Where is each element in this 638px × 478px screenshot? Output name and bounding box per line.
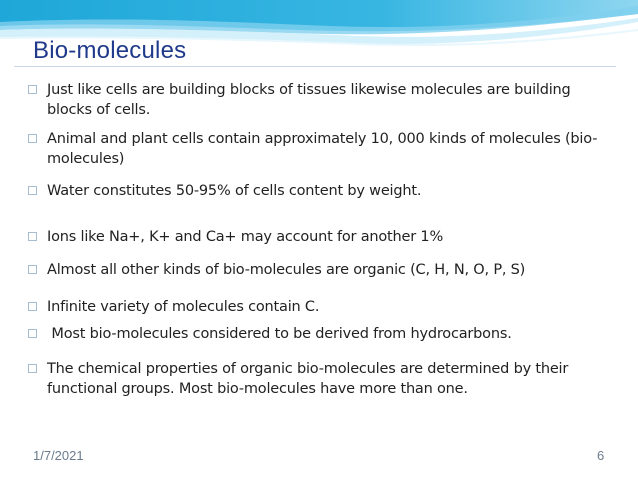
bullet-marker-icon <box>28 134 37 143</box>
bullet-item <box>28 129 607 169</box>
bullet-item <box>28 359 607 399</box>
bullet-item <box>28 181 607 201</box>
bullet-item <box>28 297 607 317</box>
bullet-text: Almost all other kinds of bio-molecules are organic (C, H, N, O, P, S) <box>47 262 526 278</box>
bullet-item <box>28 260 607 280</box>
bullet-item <box>28 227 607 247</box>
page-number: 6 <box>597 448 605 463</box>
title-divider <box>14 66 616 67</box>
bullet-text: The chemical properties of organic bio-molecules are determined by their functional groups. Most bio-molecules have more than one. <box>47 361 569 397</box>
bullet-text: Infinite variety of molecules contain C. <box>47 299 320 315</box>
bullet-item <box>28 80 607 120</box>
footer-date: 1/7/2021 <box>33 448 84 463</box>
slide-title: Bio-molecules <box>33 37 187 64</box>
bullet-marker-icon <box>28 85 37 94</box>
bullet-text: Just like cells are building blocks of tissues likewise molecules are building blocks of cells. <box>47 82 571 118</box>
bullet-marker-icon <box>28 302 37 311</box>
bullet-item <box>28 324 607 344</box>
bullet-marker-icon <box>28 232 37 241</box>
bullet-marker-icon <box>28 186 37 195</box>
bullet-marker-icon <box>28 329 37 338</box>
bullet-text: Ions like Na+, K+ and Ca+ may account for another 1% <box>47 229 444 245</box>
bullet-marker-icon <box>28 265 37 274</box>
bullet-text: Water constitutes 50-95% of cells content by weight. <box>47 183 422 199</box>
bullet-text: Animal and plant cells contain approximately 10, 000 kinds of molecules (bio-molecules) <box>47 131 598 167</box>
bullet-text: Most bio-molecules considered to be derived from hydrocarbons. <box>47 326 512 342</box>
bullet-marker-icon <box>28 364 37 373</box>
